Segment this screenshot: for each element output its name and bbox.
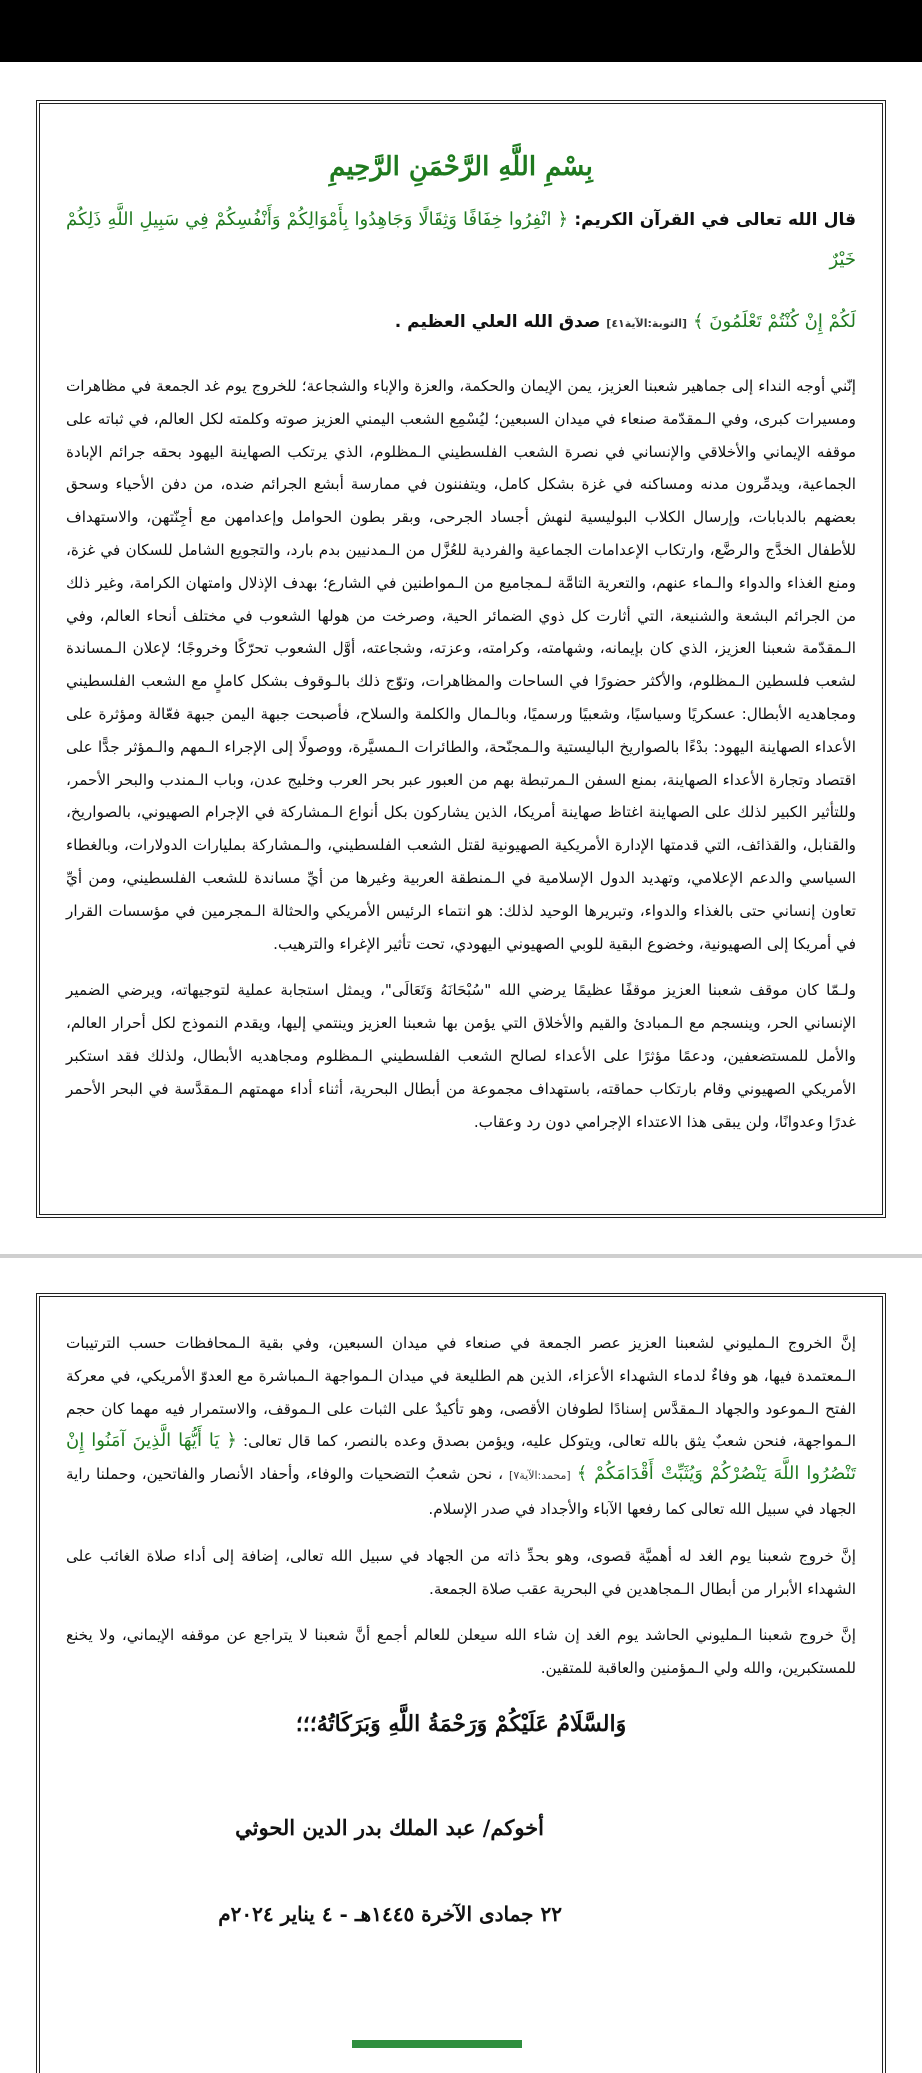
quran-verse-part1: ﴿ انْفِرُوا خِفَافًا وَثِقَالًا وَجَاهِدُوا بِأَمْوَالِكُمْ وَأَنْفُسِكُمْ فِي سَبِيلِ اللَّهِ ذَلِكُمْ خَيْرٌ bbox=[66, 209, 856, 270]
paragraph-3-end: ، نحن شعبُ التضحيات والوفاء، وأحفاد الأنصار والفاتحين، وحملنا راية الجهاد في سبيل الله تعالى كما رفعها الآباء والأجداد في صدر الإسلام. bbox=[66, 1465, 856, 1518]
statement-paragraph-4: إنَّ خروج شعبنا يوم الغد له أهميَّة قصوى، وهو بحدِّ ذاته من الجهاد في سبيل الله تعالى، إضافة إلى أداء صلاة الغائب على الشهداء الأبرار من أبطال الـمجاهدين في البحرية عقب صلاة الجمعة. bbox=[66, 1546, 856, 1598]
closing-salutation: وَالسَّلَامُ عَلَيْكُمْ وَرَحْمَةُ اللَّهِ وَبَرَكَاتُهُ؛؛؛ bbox=[295, 1710, 627, 1737]
page-1-content bbox=[40, 152, 882, 1138]
intro-text: قال الله تعالى في القرآن الكريم: bbox=[574, 210, 856, 230]
paragraph-3-start: إنَّ الخروج الـمليوني لشعبنا العزيز عصر الجمعة في صنعاء في ميدان السبعين، وفي بقية الـمحافظات حسب الترتيبات الـمعتمدة فيها، هو وفاءٌ لدماء الشهداء الأعزاء، الذين هم الطليعة في ميدان الـمواجهة الـمباشرة مع العدوّ الأمريكي، في معركة الفتح الـموعود والجهاد الـمقدَّس إسنادًا لطوفان الأقصى، وهو تأكيدٌ على الثبات على الـموقف، والاستمرار فيه مهما كان حجم الـمواجهة، فنحن شعبٌ يثق بالله تعالى، ويتوكل عليه، ويؤمن بصدق وعده بالنصر، كما قال تعالى: bbox=[66, 1334, 856, 1451]
statement-page-2 bbox=[36, 1293, 886, 2073]
sadaqa-text: صدق الله العلي العظيم . bbox=[394, 312, 601, 332]
page-separator bbox=[0, 1254, 922, 1258]
top-black-bar bbox=[0, 0, 922, 62]
signature: أخوكم/ عبد الملك بدر الدين الحوثي bbox=[235, 1814, 544, 1840]
quran-verse-b: تَنْصُرُوا اللَّهَ يَنْصُرْكُمْ وَيُثَبِّتْ أَقْدَامَكُمْ ﴾ bbox=[576, 1463, 856, 1485]
green-accent-bar bbox=[352, 2040, 522, 2048]
statement-paragraph-5: إنَّ خروج شعبنا الـمليوني الحاشد يوم الغد إن شاء الله سيعلن للعالم أجمع أنَّ شعبنا لا يتراجع عن موقفه الإيماني، ولا يخنع للمستكبرين، والله ولي الـمؤمنين والعاقبة للمتقين. bbox=[66, 1626, 856, 1678]
page-2-content bbox=[40, 1297, 882, 1926]
quran-verse-part2: لَكُمْ إِنْ كُنْتُمْ تَعْلَمُونَ ﴾ bbox=[692, 311, 856, 332]
statement-paragraph-2: ولـمّا كان موقف شعبنا العزيز موقفًا عظيمًا يرضي الله "سُبْحَانَهُ وَتَعَالَى"، ويمثل استجابة عملية لتوجيهاته، ويرضي الضمير الإنساني الحر، وينسجم مع الـمبادئ والقيم والأخلاق التي يؤمن بها شعبنا العزيز وينتمي إليها، ويقدم النموذج لكل أحرار العالم، والأمل للمستضعفين، ودعمًا مؤثرًا على الأعداء لصالح الشعب الفلسطيني الـمظلوم ومجاهديه الأبطال، ولذلك فقد استكبر الأمريكي الصهيوني وقام بارتكاب حماقته، باستهداف مجموعة من أبطال البحرية، أثناء أداء مهمتهم الـمقدَّسة في البحر الأحمر غدرًا وعدوانًا، ولن يبقى هذا الاعتداء الإجرامي دون رد وعقاب. bbox=[66, 981, 856, 1131]
statement-paragraph-3 bbox=[66, 1327, 856, 1526]
document-date: ٢٢ جمادى الآخرة ١٤٤٥هـ - ٤ يناير ٢٠٢٤م bbox=[218, 1901, 562, 1926]
verse-reference-2: [محمد:الآية٧] bbox=[509, 1469, 571, 1483]
quran-verse-a: ﴿ يَا أَيُّهَا الَّذِينَ آمَنُوا إِنْ bbox=[66, 1430, 237, 1452]
statement-paragraph-1: إنّني أوجه النداء إلى جماهير شعبنا العزيز، يمن الإيمان والحكمة، والعزة والإباء والشجاعة؛ للخروج يوم غد الجمعة في مظاهرات ومسيرات كبرى، وفي الـمقدّمة صنعاء في ميدان السبعين؛ ليُسْمِع الشعب اليمني العزيز صوته وكلمته لكل العالم، في ثباته على موقفه الإيماني والأخلاقي والإنساني في نصرة الشعب الفلسطيني الـمظلوم، الذي يرتكب الصهاينة اليهود بحقه جرائم الإبادة الجماعية، ويدمِّرون مدنه ومساكنه في غزة بشكل كامل، ويتفننون في ممارسة أبشع الجرائم ضده، من دفن الأحياء وسحق بعضهم بالدبابات، وإرسال الكلاب البوليسية لنهش أجساد الجرحى، وبقر بطون الحوامل وإعدامهن مع أجِنّتهن، والاستهداف للأطفال الخدَّج والرضَّع، وارتكاب الإعدامات الجماعية والفردية للعُزَّل من الـمدنيين بدم بارد، والتجويع الشامل للسكان في غزة، ومنع الغذاء والدواء والـماء عنهم، والتعرية التامَّة لـمجاميع من الـمواطنين في الشارع؛ بهدف الإذلال وامتهان الكرامة، وغير ذلك من الجرائم البشعة والشنيعة، التي أثارت كل ذوي الضمائر الحية، وصرخت من هولها الشعوب في مختلف أنحاء العالم، وفي الـمقدّمة شعبنا العزيز، الذي كان بإيمانه، وشهامته، وكرامته، وعزته، وشجاعته، أوَّل الشعوب تحرّكًا وخروجًا؛ لإعلان الـمساندة لشعب فلسطين الـمظلوم، والأكثر حضورًا في الساحات والمظاهرات، وتوّج ذلك بالـوقوف بشكل كاملٍ مع الشعب الفلسطيني ومجاهديه الأبطال: عسكريًا وسياسيًا، وشعبيًا ورسميًا، وبالـمال والكلمة والسلاح، فأصبحت جبهة اليمن جبهة فعّالة ومؤثرة على الأعداء الصهاينة اليهود: بدْءًا بالصواريخ الباليستية والـمجنّحة، والطائرات الـمسيَّرة، ووصولًا إلى الإجراء الـمهم والـمؤثر جدًّا على اقتصاد وتجارة الأعداء الصهاينة، بمنع السفن الـمرتبطة بهم من العبور عبر بحر العرب وخليج عدن، وباب الـمندب والبحر الأحمر، وللتأثير الكبير لذلك على الصهاينة اغتاظ صهاينة أمريكا، الذين يشاركون بكل أنواع الـمشاركة في الإجرام الصهيوني، بالصواريخ، والقنابل، والقذائف، التي قدمتها الإدارة الأمريكية الصهيونية لقتل الشعب الفلسطيني، والـمشاركة بمليارات الدولارات، وبالغطاء السياسي والدعم الإعلامي، وتهديد الدول الإسلامية في الـمنطقة العربية وغيرها من أيِّ مساندة للشعب الفلسطيني، ومن أيِّ تعاون إنساني حتى بالغذاء والدواء، وتبريرها الوحيد لذلك: هو انتماء الرئيس الأمريكي والحثالة الـمجرمين في مؤسسات القرار في أمريكا إلى الصهيونية، وخضوع البقية للوبي الصهيوني اليهودي، تحت تأثير الإغراء والترهيب. bbox=[66, 377, 856, 953]
statement-page-1 bbox=[36, 100, 886, 1218]
quran-verse-line-2 bbox=[66, 302, 856, 344]
basmala: بِسْمِ اللَّهِ الرَّحْمَنِ الرَّحِيمِ bbox=[329, 152, 593, 182]
verse-reference: [التوبة:الآية٤١] bbox=[606, 317, 688, 330]
quran-intro-line bbox=[66, 200, 856, 280]
